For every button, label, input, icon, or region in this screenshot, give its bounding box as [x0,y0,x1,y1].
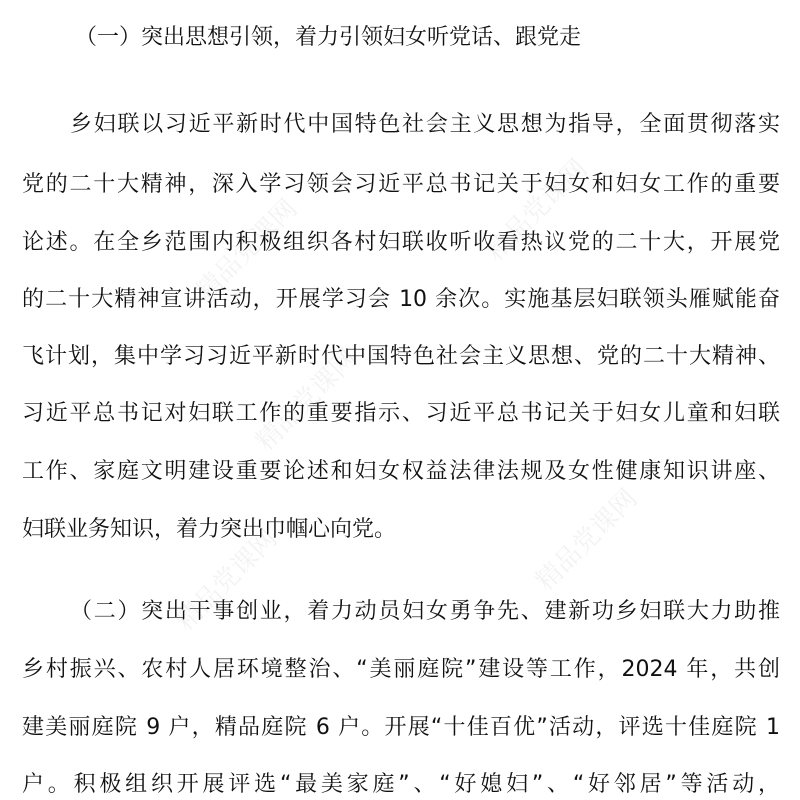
text-line: 论述。在全乡范围内积极组织各村妇联收听收看热议党的二十大，开展党 [22,230,780,255]
text-line: 乡妇联以习近平新时代中国特色社会主义思想为指导，全面贯彻落实 [70,112,780,137]
text-line: 飞计划，集中学习习近平新时代中国特色社会主义思想、党的二十大精神、 [22,344,780,369]
text-line: 建美丽庭院 9 户，精品庭院 6 户。开展“十佳百优”活动，评选十佳庭院 1 [22,715,780,740]
text-line: 习近平总书记对妇联工作的重要指示、习近平总书记关于妇女儿童和妇联 [22,401,780,426]
text-line: 妇联业务知识，着力突出巾帼心向党。 [22,517,397,542]
section-heading-2: （二）突出干事创业，着力动员妇女勇争先、建新功乡妇联大力助推 [70,599,780,624]
text-line: 工作、家庭文明建设重要论述和妇女权益法律法规及女性健康知识讲座、 [22,459,780,484]
text-line: 乡村振兴、农村人居环境整治、“美丽庭院”建设等工作，2024 年，共创 [22,657,780,682]
text-line: 的二十大精神宣讲活动，开展学习会 10 余次。实施基层妇联领头雁赋能奋 [22,287,780,312]
section-heading-1: （一）突出思想引领，着力引领妇女听党话、跟党走 [75,25,582,50]
text-line: 党的二十大精神，深入学习领会习近平总书记关于妇女和妇女工作的重要 [22,172,780,197]
text-line: 户。积极组织开展评选“最美家庭”、“好媳妇”、“好邻居”等活动， [22,772,780,797]
